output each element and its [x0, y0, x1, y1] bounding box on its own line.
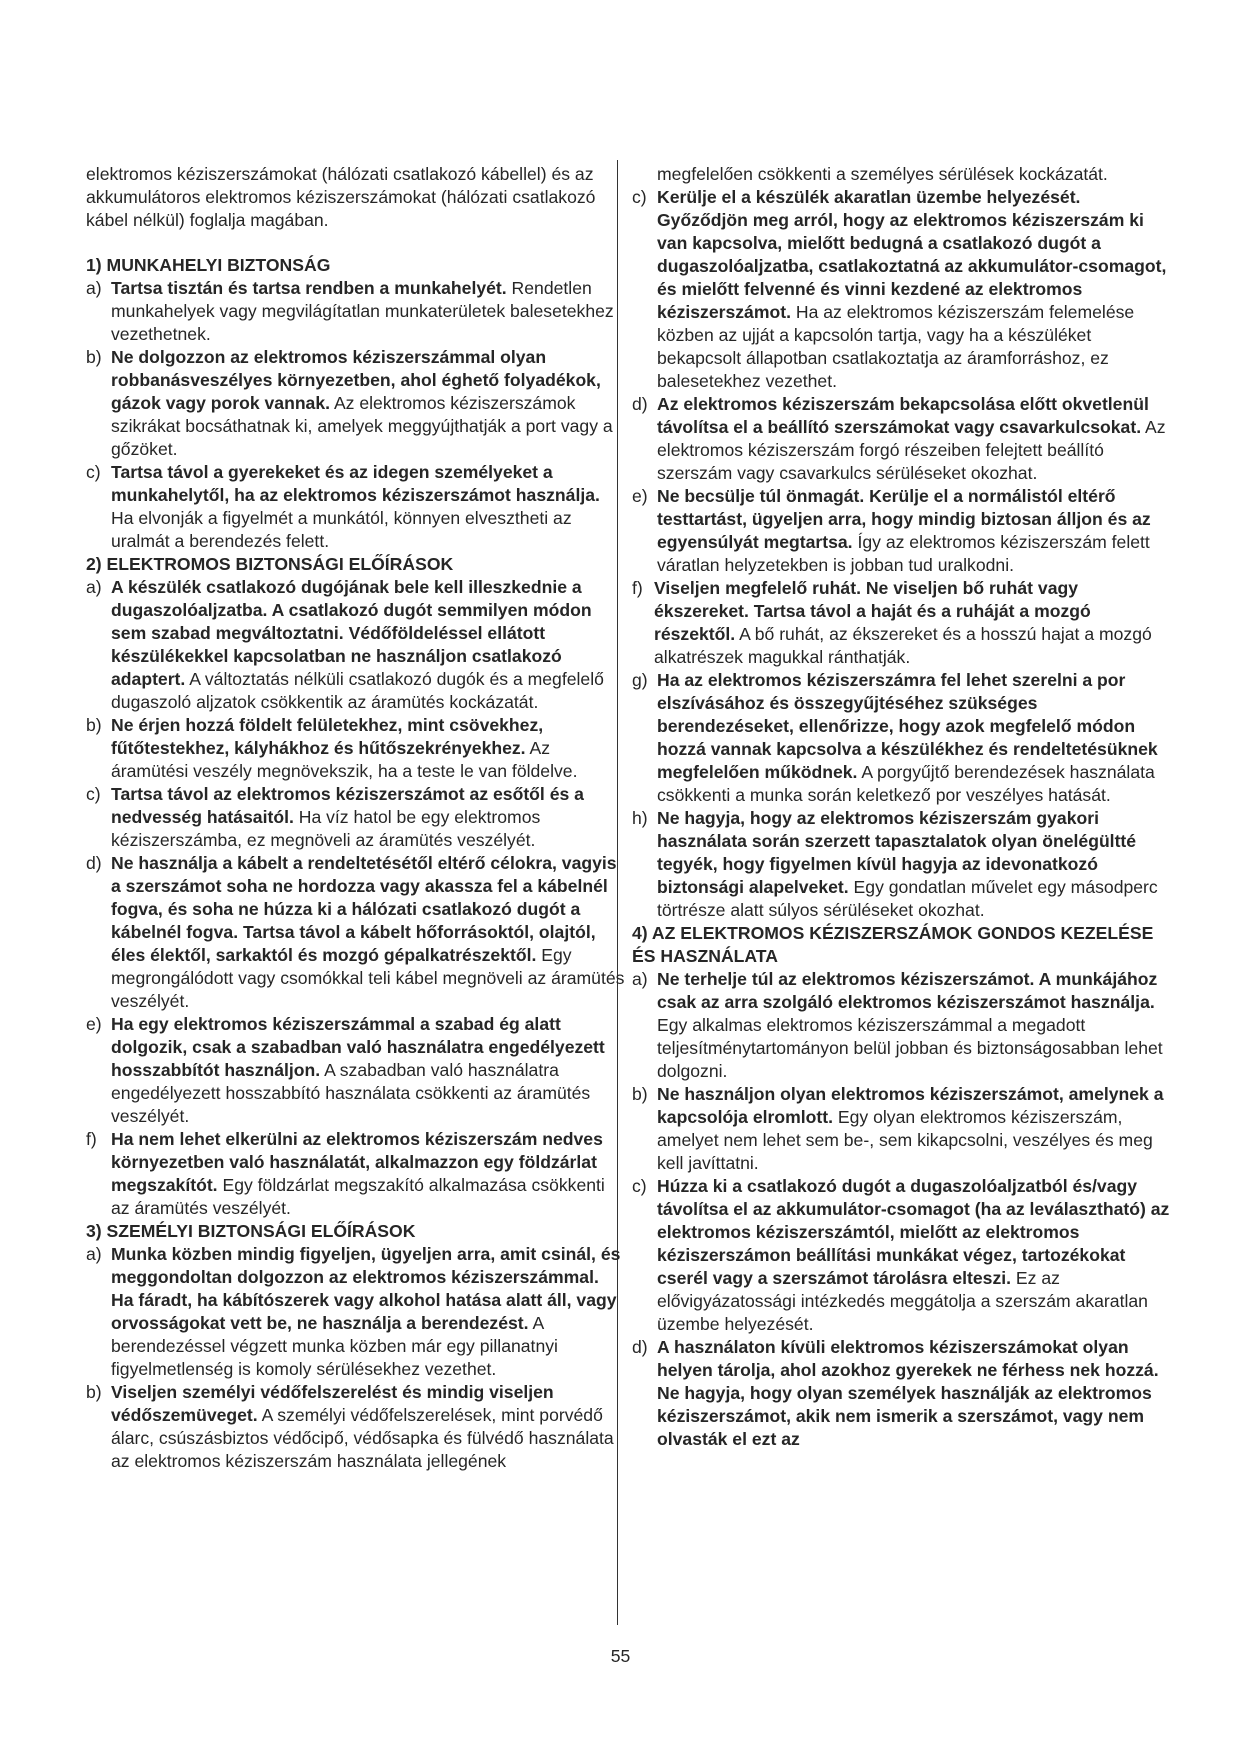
item-label: b) [86, 347, 102, 367]
item-label: c) [86, 784, 101, 804]
item-bold: Ne terhelje túl az elektromos kéziszerszámot. A munkájához csak az arra szolgáló elektromos kéziszerszámot használja. [657, 969, 1158, 1012]
item-bold: Ne becsülje túl önmagát. Kerülje el a normálistól eltérő testtartást, ügyeljen arra, hogy mindig biztosan álljon és az egyensúlyát megtartsa. [657, 486, 1151, 552]
item-bold: Munka közben mindig figyeljen, ügyeljen arra, amit csinál, és meggondoltan dolgozzon az elektromos kéziszerszámmal. Ha fáradt, ha kábítószerek vagy alkohol hatása alatt áll, vagy orvosságokat vett be, ne használja a berendezést. [111, 1244, 621, 1333]
item-bold: Viseljen megfelelő ruhát. Ne viseljen bő ruhát vagy ékszereket. Tartsa távol a haját és a ruháját a mozgó részektől. [654, 578, 1091, 644]
item-bold: Ne dolgozzon az elektromos kéziszerszámmal olyan robbanásveszélyes környezetben, ahol éghető folyadékok, gázok vagy porok vannak. [111, 347, 601, 413]
item-label: b) [86, 1382, 102, 1402]
item-text: Egy gondatlan művelet egy másodperc törtrésze alatt súlyos sérüléseket okozhat. [657, 877, 1158, 920]
section-4-item-c [632, 1175, 1172, 1336]
section-4-item-d [632, 1336, 1172, 1451]
section-3-item-f [632, 577, 1172, 669]
section-2-item-a [86, 576, 626, 714]
section-2-heading: 2) ELEKTROMOS BIZTONSÁGI ELŐÍRÁSOK [86, 554, 454, 574]
section-2-item-e [86, 1013, 626, 1128]
item-bold: A készülék csatlakozó dugójának bele kell illeszkednie a dugaszolóaljzatba. A csatlakozó dugót semmilyen módon sem szabad megváltoztatni. Védőföldeléssel ellátott készülékekkel kapcsolatban ne használjon csatlakozó adaptert. [111, 577, 592, 689]
section-2-item-d [86, 852, 626, 1013]
item-label: c) [632, 187, 647, 207]
item-label: b) [86, 715, 102, 735]
item-text: Rendetlen munkahelyek vagy megvilágítatlan munkaterületek balesetekhez vezethetnek. [111, 278, 614, 344]
item-text: Az áramütési veszély megnövekszik, ha a teste le van földelve. [111, 738, 578, 781]
left-column [86, 163, 626, 1473]
item-label: a) [86, 1244, 102, 1264]
item-label: d) [86, 853, 102, 873]
item-label: e) [632, 486, 648, 506]
item-label: g) [632, 670, 648, 690]
item-bold: Ha az elektromos kéziszerszámra fel lehet szerelni a por elszívásához és összegyűjtéséhez szükséges berendezéseket, ellenőrizze, hogy azok megfelelő módon hozzá vannak kapcsolva a készülékhez és rendeltetésüknek megfelelően működnek. [657, 670, 1158, 782]
section-2-item-f [86, 1128, 626, 1220]
item-text: Egy olyan elektromos kéziszerszám, amelyet nem lehet sem be-, sem kikapcsolni, veszélyes és meg kell javíttatni. [657, 1107, 1153, 1173]
item-bold: Tartsa távol a gyerekeket és az idegen személyeket a munkahelytől, ha az elektromos kéziszerszámot használja. [111, 462, 600, 505]
continued-paragraph: megfelelően csökkenti a személyes sérülések kockázatát. [657, 164, 1108, 184]
section-2-item-b [86, 714, 626, 783]
intro-paragraph: elektromos kéziszerszámokat (hálózati csatlakozó kábellel) és az akkumulátoros elektromos kéziszerszámokat (hálózati csatlakozó kábel nélkül) foglalja magában. [86, 164, 596, 230]
section-1-item-a [86, 277, 626, 346]
item-text: Ez az elővigyázatossági intézkedés meggátolja a szerszám akaratlan üzembe helyezését. [657, 1268, 1148, 1334]
item-text: A porgyűjtő berendezések használata csökkenti a munka során keletkező por veszélyes hatását. [657, 762, 1155, 805]
item-text: Ha elvonják a figyelmét a munkától, könnyen elvesztheti az uralmát a berendezés felett. [111, 508, 572, 551]
section-3-item-g [632, 669, 1172, 807]
item-label: f) [632, 578, 643, 598]
item-bold: Ha nem lehet elkerülni az elektromos kéziszerszám nedves környezetben való használatát, alkalmazzon egy földzárlat megszakítót. [111, 1129, 603, 1195]
right-column [632, 163, 1172, 1451]
item-bold: Ne használja a kábelt a rendeltetésétől eltérő célokra, vagyis a szerszámot soha ne hordozza vagy akassza fel a kábelnél fogva, és soha ne húzza ki a hálózati csatlakozó dugót a kábelnél fogva. Tartsa távol a kábelt hőforrásoktól, olajtól, éles élektől, sarkaktól és mozgó gépalkatrészektől. [111, 853, 617, 965]
item-bold: Ha egy elektromos kéziszerszámmal a szabad ég alatt dolgozik, csak a szabadban való használatra engedélyezett hosszabbítót használjon. [111, 1014, 605, 1080]
item-bold: Ne érjen hozzá földelt felületekhez, mint csövekhez, fűtőtestekhez, kályhákhoz és hűtőszekrényekhez. [111, 715, 544, 758]
item-text: A berendezéssel végzett munka közben már egy pillanatnyi figyelmetlenség is komoly sérülésekhez vezethet. [111, 1313, 558, 1379]
item-label: h) [632, 808, 648, 828]
item-bold: Viseljen személyi védőfelszerelést és mindig viseljen védőszemüveget. [111, 1382, 554, 1425]
item-label: a) [86, 278, 102, 298]
item-label: c) [86, 462, 101, 482]
item-label: a) [86, 577, 102, 597]
item-text: Ha az elektromos kéziszerszám felemelése közben az ujját a kapcsolón tartja, vagy ha a készüléket bekapcsolt állapotban csatlakoztatja az áramforráshoz, ez balesetekhez vezethet. [657, 302, 1135, 391]
item-text: Egy megrongálódott vagy csomókkal teli kábel megnöveli az áramütés veszélyét. [111, 945, 625, 1011]
item-bold: Ne hagyja, hogy az elektromos kéziszerszám gyakori használata során szerzett tapasztalatok olyan önelégültté tegyék, hogy figyelmen kívül hagyja az idevonatkozó biztonsági alapelveket. [657, 808, 1137, 897]
item-bold: Ne használjon olyan elektromos kéziszerszámot, amelynek a kapcsolója elromlott. [657, 1084, 1164, 1127]
item-text: A változtatás nélküli csatlakozó dugók és a megfelelő dugaszoló aljzatok csökkentik az áramütés kockázatát. [111, 669, 604, 712]
item-label: f) [86, 1129, 97, 1149]
section-4-item-b [632, 1083, 1172, 1175]
section-3-heading: 3) SZEMÉLYI BIZTONSÁGI ELŐÍRÁSOK [86, 1221, 416, 1241]
section-3-item-c [632, 186, 1172, 393]
item-label: c) [632, 1176, 647, 1196]
item-bold: Az elektromos kéziszerszám bekapcsolása előtt okvetlenül távolítsa el a beállító szerszámokat vagy csavarkulcsokat. [657, 394, 1149, 437]
item-bold: A használaton kívüli elektromos kéziszerszámokat olyan helyen tárolja, ahol azokhoz gyerekek ne férhess nek hozzá. Ne hagyja, hogy olyan személyek használják az elektromos kéziszerszámot, akik nem ismerik a szerszámot, vagy nem olvasták el ezt az [657, 1337, 1159, 1449]
item-text: Ha víz hatol be egy elektromos kéziszerszámba, ez megnöveli az áramütés veszélyét. [111, 807, 541, 850]
section-4-item-a [632, 968, 1172, 1083]
section-3-item-b [86, 1381, 626, 1473]
item-bold: Húzza ki a csatlakozó dugót a dugaszolóaljzatból és/vagy távolítsa el az akkumulátor-csomagot (ha az leválasztható) az elektromos kéziszerszámtól, mielőtt az elektromos kéziszerszámon beállítási munkákat végez, tartozékokat cserél vagy a szerszámot tárolásra elteszi. [657, 1176, 1170, 1288]
item-text: Egy alkalmas elektromos kéziszerszámmal a megadott teljesítménytartományon belül jobban és biztonságosabban lehet dolgozni. [657, 1015, 1163, 1081]
section-3-item-a [86, 1243, 626, 1381]
item-text: A bő ruhát, az ékszereket és a hosszú hajat a mozgó alkatrészek magukkal ránthatják. [654, 624, 1152, 667]
item-label: b) [632, 1084, 648, 1104]
item-text: A szabadban való használatra engedélyezett hosszabbító használata csökkenti az áramütés veszélyét. [111, 1060, 591, 1126]
item-label: d) [632, 394, 648, 414]
section-1-item-c [86, 461, 626, 553]
item-text: Egy földzárlat megszakító alkalmazása csökkenti az áramütés veszélyét. [111, 1175, 605, 1218]
section-4-heading: 4) AZ ELEKTROMOS KÉZISZERSZÁMOK GONDOS KEZELÉSE ÉS HASZNÁLATA [632, 923, 1154, 966]
section-1-item-b [86, 346, 626, 461]
section-2-item-c [86, 783, 626, 852]
section-1-heading: 1) MUNKAHELYI BIZTONSÁG [86, 255, 331, 275]
item-label: d) [632, 1337, 648, 1357]
item-label: a) [632, 969, 648, 989]
item-text: Az elektromos kéziszerszám forgó részeiben felejtett beállító szerszám vagy csavarkulcs sérüléseket okozhat. [657, 417, 1166, 483]
item-bold: Kerülje el a készülék akaratlan üzembe helyezését. Győződjön meg arról, hogy az elektromos kéziszerszám ki van kapcsolva, mielőtt bedugná a csatlakozó dugót a dugaszolóaljzatba, csatlakoztatná az akkumulátor-csomagot, és mielőtt felvenné és vinni kezdené az elektromos kéziszerszámot. [657, 187, 1167, 322]
item-bold: Tartsa távol az elektromos kéziszerszámot az esőtől és a nedvesség hatásaitól. [111, 784, 584, 827]
item-text: Így az elektromos kéziszerszám felett váratlan helyzetekben is jobban tud uralkodni. [657, 532, 1150, 575]
section-3-item-h [632, 807, 1172, 922]
item-text: Az elektromos kéziszerszámok szikrákat bocsáthatnak ki, amelyek meggyújthatják a port vagy a gőzöket. [111, 393, 613, 459]
item-bold: Tartsa tisztán és tartsa rendben a munkahelyét. [111, 278, 507, 298]
section-3-item-d [632, 393, 1172, 485]
item-text: A személyi védőfelszerelések, mint porvédő álarc, csúszásbiztos védőcipő, védősapka és fülvédő használata az elektromos kéziszerszám használata jellegének [111, 1405, 614, 1471]
section-3-item-e [632, 485, 1172, 577]
item-label: e) [86, 1014, 102, 1034]
page-number: 55 [610, 1646, 631, 1666]
